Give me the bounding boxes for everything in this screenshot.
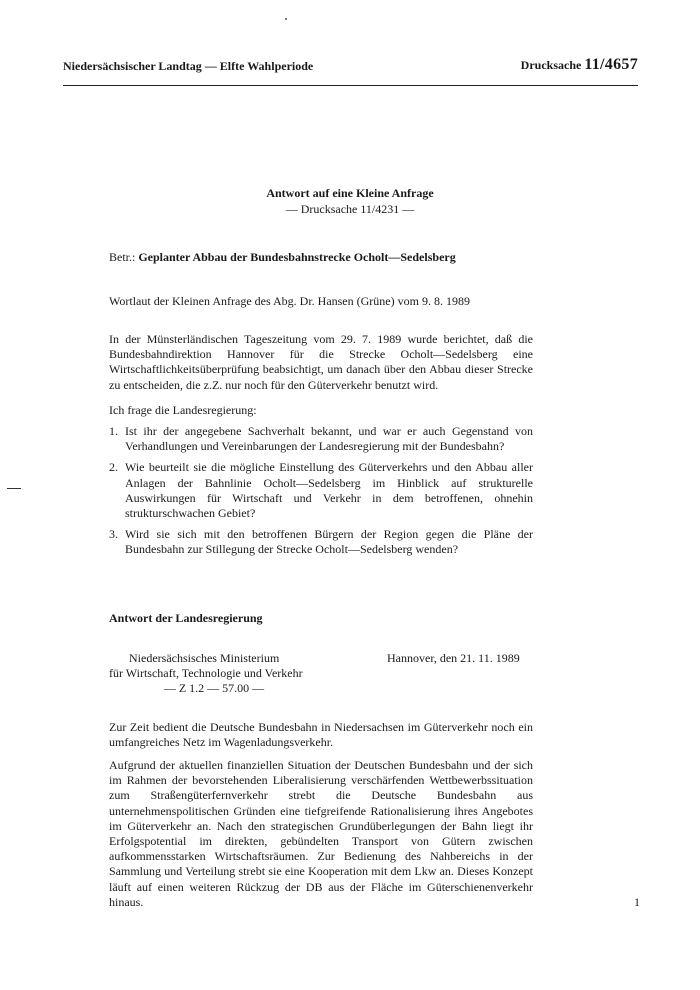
answer-paragraph: Aufgrund der aktuellen finanziellen Situation der Deutschen Bundesbahn und der sich im Rahmen der bevorstehenden Liberalisierung verschärfenden Wettbewerbssituation zum Straßengüterfernverkehr strebt die Deutsche Bundesbahn aus unternehmenspolitischen Gründen eine tiefgreifende Rationalisierung ihres Angebotes im Güterverkehr an. Nach den strategischen Grundüberlegungen der Bahn liegt ihr Erfolgspotential im direkten, gebündelten Transport von Gütern zwischen aufkommensstarken Wirtschaftsräumen. Zur Bedienung des Nahbereichs in der Sammlung und Verteilung strebt sie eine Kooperation mit dem Lkw an. Dieses Konzept läuft auf einen weiteren Rückzug der DB aus der Fläche im Güterschienenverkehr hinaus. xyxy=(109,758,533,909)
document-number: 11/4657 xyxy=(584,56,638,73)
ministry-line-1: Niedersächsisches Ministerium xyxy=(129,651,280,665)
subject-prefix: Betr.: xyxy=(109,250,136,264)
scan-speck xyxy=(285,18,287,20)
ministry-block xyxy=(109,651,319,696)
margin-mark xyxy=(7,488,21,489)
inquiry-attribution: Wortlaut der Kleinen Anfrage des Abg. Dr. Hansen (Grüne) vom 9. 8. 1989 xyxy=(109,294,470,308)
subject-text: Geplanter Abbau der Bundesbahnstrecke Ocholt—Sedelsberg xyxy=(138,250,456,264)
page-number: 1 xyxy=(634,895,640,909)
question-list xyxy=(109,424,533,558)
question-intro: Ich frage die Landesregierung: xyxy=(109,403,257,417)
question-item xyxy=(109,527,533,557)
ministry-reference: — Z 1.2 — 57.00 — xyxy=(163,681,265,695)
running-header-right xyxy=(521,56,638,74)
document-type-label: Drucksache xyxy=(520,58,582,72)
question-text: Wie beurteilt sie die mögliche Einstellung des Güterverkehrs und den Abbau aller Anlagen der Bahnlinie Ocholt—Sedelsberg im Hinblick auf strukturelle Auswirkungen für Wirtschaft und Verkehr in dem betroffenen, ohnehin strukturschwachen Gebiet? xyxy=(125,460,533,521)
question-item xyxy=(109,460,533,521)
header-rule xyxy=(63,85,638,86)
ministry-line-2: für Wirtschaft, Technologie und Verkehr xyxy=(109,666,303,680)
answer-paragraph: Zur Zeit bedient die Deutsche Bundesbahn in Niedersachsen im Güterverkehr noch ein umfangreiches Netz im Wagenladungsverkehr. xyxy=(109,720,533,750)
subject-line xyxy=(109,250,456,265)
question-text: Ist ihr der angegebene Sachverhalt bekannt, und war er auch Gegenstand von Verhandlungen und Vereinbarungen der Landesregierung mit der Bundesbahn? xyxy=(125,424,533,454)
title-line-1: Antwort auf eine Kleine Anfrage xyxy=(266,186,434,200)
question-number: 1. xyxy=(109,424,118,438)
answer-heading: Antwort der Landesregierung xyxy=(109,611,263,625)
title-line-2: — Drucksache 11/4231 — xyxy=(285,202,415,216)
question-number: 3. xyxy=(109,527,118,542)
document-title xyxy=(0,185,700,217)
question-text: Wird sie sich mit den betroffenen Bürgern der Region gegen die Pläne der Bundesbahn zur Stillegung der Strecke Ocholt—Sedelsberg wenden? xyxy=(125,527,533,557)
answer-date: Hannover, den 21. 11. 1989 xyxy=(387,651,520,665)
intro-paragraph: In der Münsterländischen Tageszeitung vom 29. 7. 1989 wurde berichtet, daß die Bundesbahndirektion Hannover für die Strecke Ocholt—Sedelsberg eine Wirtschaftlichkeitsüberprüfung beabsichtigt, um danach über den Abbau dieser Strecke zu entscheiden, die z.Z. nur noch für den Güterverkehr benutzt wird. xyxy=(109,332,533,392)
question-number: 2. xyxy=(109,460,118,475)
question-item xyxy=(109,424,533,454)
running-header-left: Niedersächsischer Landtag — Elfte Wahlperiode xyxy=(63,59,314,73)
